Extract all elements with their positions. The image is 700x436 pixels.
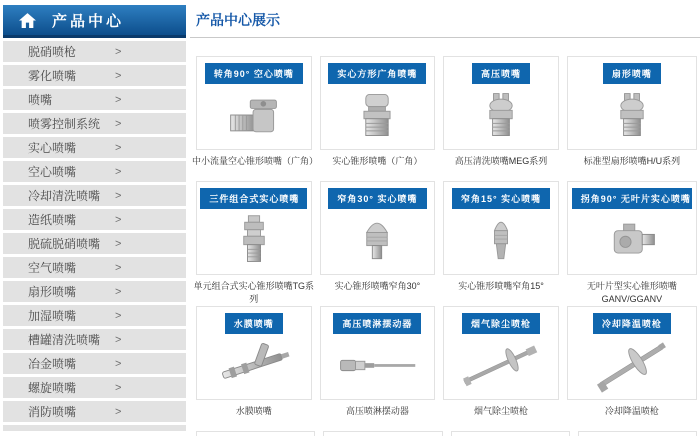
product-image — [321, 209, 435, 271]
product-tag-label: 高压喷淋摆动器 — [333, 313, 421, 334]
product-card[interactable] — [443, 56, 559, 150]
product-caption[interactable]: 水膜喷嘴 — [235, 406, 272, 416]
sidebar-item[interactable] — [3, 353, 186, 374]
sidebar-item[interactable] — [3, 161, 186, 182]
sidebar-item-label: 空气喷嘴 — [28, 261, 77, 275]
sidebar-item[interactable] — [3, 281, 186, 302]
product-tag-label: 实心方形广角喷嘴 — [328, 63, 426, 84]
sidebar-item-label: 脱硫脱硝喷嘴 — [28, 237, 101, 251]
sidebar-item-label: 冶金喷嘴 — [28, 357, 77, 371]
chevron-right-icon: > — [115, 357, 122, 370]
product-tag-label: 水膜喷嘴 — [225, 313, 283, 334]
product-card[interactable] — [567, 181, 697, 275]
product-tag-label: 转角90° 空心喷嘴 — [205, 63, 303, 84]
sidebar-item-label: 造纸喷嘴 — [28, 213, 77, 227]
product-tag-label: 拐角90° 无叶片实心喷嘴 — [572, 188, 692, 209]
product-caption[interactable]: 单元组合式实心锥形喷嘴TG系列 — [193, 281, 315, 304]
product-card[interactable] — [320, 306, 436, 400]
sidebar-item[interactable] — [3, 377, 186, 398]
product-image — [321, 84, 435, 146]
sidebar — [3, 5, 186, 431]
sidebar-item[interactable] — [3, 233, 186, 254]
sidebar-nav — [3, 41, 186, 422]
chevron-right-icon: > — [115, 213, 122, 226]
product-card-partial[interactable] — [196, 431, 315, 436]
product-tag-label: 三件组合式实心喷嘴 — [200, 188, 307, 209]
product-cell — [320, 56, 436, 181]
product-image — [197, 84, 311, 146]
bullet-nozzle-icon — [331, 212, 423, 268]
product-cell — [193, 181, 315, 306]
product-caption[interactable]: 冷却降温喷枪 — [604, 406, 659, 416]
product-caption[interactable]: 标准型扇形喷嘴H/U系列 — [583, 156, 681, 166]
product-tag-label: 窄角30° 实心喷嘴 — [328, 188, 426, 209]
elbow-nozzle-icon — [208, 87, 300, 143]
product-image — [321, 334, 435, 396]
product-card[interactable] — [443, 181, 559, 275]
elbow-block-nozzle-icon — [586, 212, 678, 268]
product-caption[interactable]: 实心锥形喷嘴窄角30° — [334, 281, 421, 291]
product-caption[interactable]: 实心锥形喷嘴（广角） — [332, 156, 423, 166]
product-card[interactable] — [320, 56, 436, 150]
product-tag-label: 高压喷嘴 — [472, 63, 530, 84]
product-caption[interactable]: 高压清洗喷嘴MEG系列 — [454, 156, 548, 166]
sidebar-item[interactable] — [3, 209, 186, 230]
sidebar-item[interactable] — [3, 65, 186, 86]
sidebar-item-label: 空心喷嘴 — [28, 165, 77, 179]
product-cell — [196, 306, 312, 431]
product-image — [197, 334, 311, 396]
product-caption[interactable]: 烟气除尘喷枪 — [474, 406, 529, 416]
product-image — [444, 209, 558, 271]
product-card[interactable] — [443, 306, 559, 400]
product-caption[interactable]: 无叶片型实心锥形喷嘴GANV/GGANV — [586, 281, 677, 304]
sidebar-item-label: 消防喷嘴 — [28, 405, 77, 419]
sidebar-item-label: 雾化喷嘴 — [28, 69, 77, 83]
sidebar-item-label: 加湿喷嘴 — [28, 309, 77, 323]
sidebar-header[interactable] — [3, 5, 186, 38]
product-image — [568, 84, 696, 146]
fan-nozzle-icon — [586, 87, 678, 143]
sidebar-item[interactable] — [3, 257, 186, 278]
sidebar-item[interactable] — [3, 185, 186, 206]
product-cell — [320, 306, 436, 431]
product-image — [568, 209, 696, 271]
product-caption[interactable]: 实心锥形喷嘴窄角15° — [458, 281, 544, 291]
product-grid-partial-row — [196, 431, 697, 436]
sidebar-header-label: 产品中心 — [52, 12, 125, 30]
lance-disc-icon — [586, 337, 678, 393]
product-cell — [567, 181, 697, 306]
product-image — [197, 209, 311, 271]
chevron-right-icon: > — [115, 285, 122, 298]
chevron-right-icon: > — [115, 261, 122, 274]
product-card[interactable] — [567, 306, 697, 400]
chevron-right-icon: > — [115, 309, 122, 322]
product-tag-label: 烟气除尘喷枪 — [462, 313, 540, 334]
fan-nozzle-icon — [455, 87, 547, 143]
product-card-partial[interactable] — [578, 431, 697, 436]
chevron-right-icon: > — [115, 165, 122, 178]
product-cell — [192, 56, 319, 181]
product-image — [568, 334, 696, 396]
lance-flange-icon — [455, 337, 547, 393]
home-icon — [19, 13, 36, 28]
product-caption[interactable]: 中小流量空心锥形喷嘴（广角） — [192, 156, 319, 166]
product-card[interactable] — [320, 181, 436, 275]
page-title: 产品中心展示 — [190, 5, 700, 38]
product-card[interactable] — [196, 181, 312, 275]
product-card[interactable] — [567, 56, 697, 150]
sidebar-item-label: 螺旋喷嘴 — [28, 381, 77, 395]
slim-bullet-nozzle-icon — [455, 212, 547, 268]
chevron-right-icon: > — [115, 141, 122, 154]
product-card[interactable] — [196, 56, 312, 150]
product-cell — [443, 56, 559, 181]
sidebar-item[interactable] — [3, 401, 186, 422]
chevron-right-icon: > — [115, 381, 122, 394]
lance-straight-icon — [331, 337, 423, 393]
chevron-right-icon: > — [115, 333, 122, 346]
chevron-right-icon: > — [115, 237, 122, 250]
sidebar-item-label: 喷嘴 — [28, 93, 53, 107]
product-caption[interactable]: 高压喷淋摆动器 — [345, 406, 409, 416]
sidebar-item-label: 冷却清洗喷嘴 — [28, 189, 101, 203]
product-cell — [443, 306, 559, 431]
chevron-right-icon: > — [115, 45, 122, 58]
sidebar-item[interactable] — [3, 41, 186, 62]
product-cell — [320, 181, 436, 306]
chevron-right-icon: > — [115, 117, 122, 130]
product-tag-label: 窄角15° 实心喷嘴 — [452, 188, 550, 209]
main-content — [190, 5, 700, 436]
square-cone-nozzle-icon — [331, 87, 423, 143]
sidebar-item-label: 扇形喷嘴 — [28, 285, 77, 299]
sidebar-item-label: 实心喷嘴 — [28, 141, 77, 155]
product-cell — [567, 306, 697, 431]
sidebar-item-partial — [3, 425, 186, 431]
chevron-right-icon: > — [115, 405, 122, 418]
sidebar-item[interactable] — [3, 113, 186, 134]
product-card[interactable] — [196, 306, 312, 400]
chevron-right-icon: > — [115, 93, 122, 106]
sidebar-item[interactable] — [3, 305, 186, 326]
product-tag-label: 扇形喷嘴 — [603, 63, 661, 84]
product-image — [444, 84, 558, 146]
chevron-right-icon: > — [115, 69, 122, 82]
sidebar-item[interactable] — [3, 329, 186, 350]
product-cell — [567, 56, 697, 181]
product-card-partial[interactable] — [323, 431, 442, 436]
product-tag-label: 冷却降温喷枪 — [593, 313, 671, 334]
water-gun-icon — [208, 337, 300, 393]
sidebar-item-label: 喷雾控制系统 — [28, 117, 101, 131]
product-cell — [443, 181, 559, 306]
product-card-partial[interactable] — [451, 431, 570, 436]
sidebar-item[interactable] — [3, 137, 186, 158]
sidebar-item-label: 槽罐清洗喷嘴 — [28, 333, 101, 347]
sidebar-item-label: 脱硝喷枪 — [28, 45, 77, 59]
product-grid — [192, 56, 697, 431]
chevron-right-icon: > — [115, 189, 122, 202]
stack-nozzle-icon — [208, 212, 300, 268]
sidebar-item[interactable] — [3, 89, 186, 110]
product-image — [444, 334, 558, 396]
